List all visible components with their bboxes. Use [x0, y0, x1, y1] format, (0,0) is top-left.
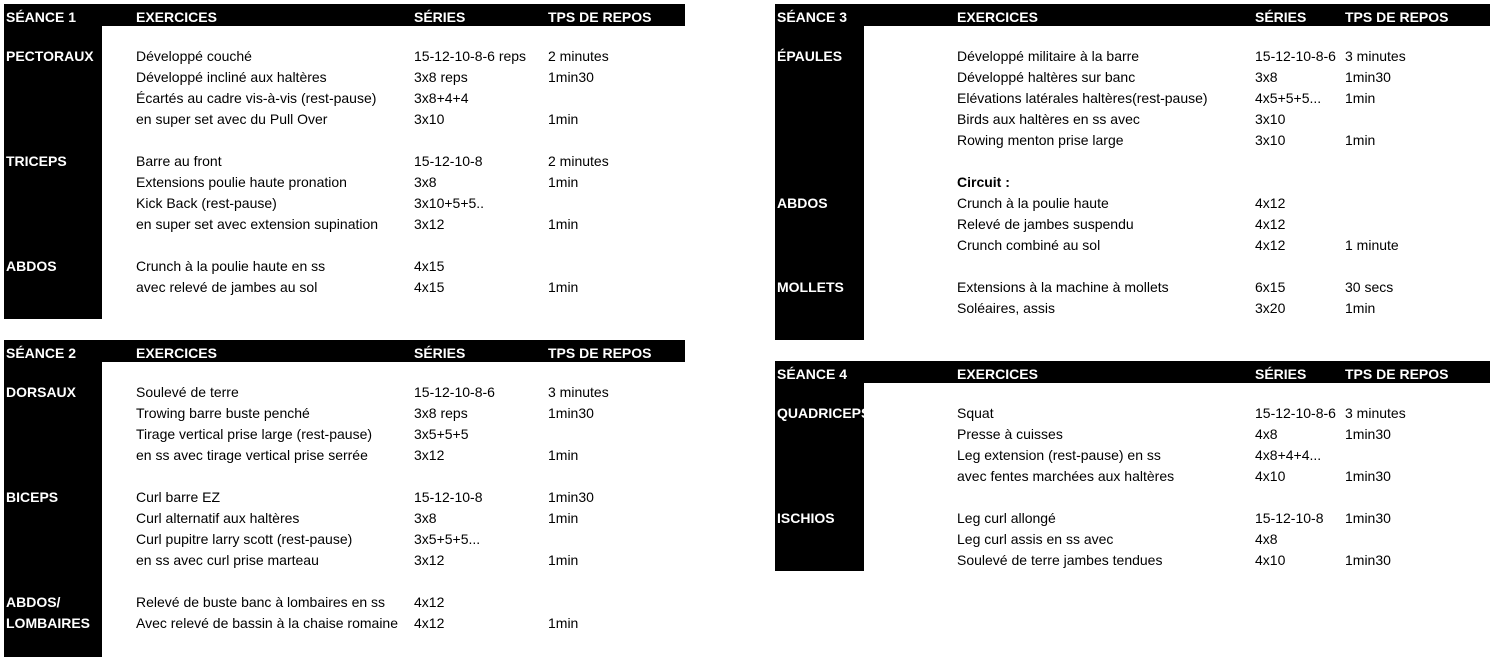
sets-value: 15-12-10-8-6	[1255, 405, 1336, 421]
rest-time: 1min	[548, 174, 579, 190]
rest-time: 3 minutes	[1345, 405, 1406, 421]
exercise-name: Squat	[957, 405, 994, 421]
sets-value: 3x5+5+5	[414, 426, 469, 442]
rest-time: 1min	[1345, 90, 1376, 106]
exercise-name: en super set avec du Pull Over	[136, 111, 328, 127]
exercise-name: Crunch combiné au sol	[957, 237, 1101, 253]
sets-value: 4x8+4+4...	[1255, 447, 1322, 463]
rest-time: 2 minutes	[548, 153, 609, 169]
session-header	[775, 361, 1490, 383]
exercise-name: Elévations latérales haltères(rest-pause)	[957, 90, 1208, 106]
rest-time: 1min	[548, 216, 579, 232]
exercise-name: Avec relevé de bassin à la chaise romaine	[136, 615, 399, 631]
muscle-group-label: TRICEPS	[6, 153, 67, 169]
exercise-name: Curl barre EZ	[136, 489, 221, 505]
sets-value: 4x15	[414, 279, 445, 295]
rest-time: 30 secs	[1345, 279, 1394, 295]
rest-time: 1min30	[1345, 510, 1391, 526]
rest-time: 1min	[1345, 132, 1376, 148]
header-exercises: EXERCICES	[957, 9, 1038, 25]
rest-time: 1min	[1345, 300, 1376, 316]
exercise-name: Relevé de jambes suspendu	[957, 216, 1134, 232]
muscle-group-label: MOLLETS	[777, 279, 844, 295]
exercise-name: avec relevé de jambes au sol	[136, 279, 318, 295]
rest-time: 1min30	[1345, 552, 1391, 568]
muscle-group-label: ABDOS	[777, 195, 828, 211]
exercise-name: Curl alternatif aux haltères	[136, 510, 300, 526]
sets-value: 15-12-10-8-6	[414, 384, 495, 400]
exercise-name: Soléaires, assis	[957, 300, 1056, 316]
exercise-name: Curl pupitre larry scott (rest-pause)	[136, 531, 353, 547]
rest-time: 3 minutes	[1345, 48, 1406, 64]
sets-value: 3x8	[414, 510, 437, 526]
exercise-name: Développé incliné aux haltères	[136, 69, 327, 85]
muscle-group-label: DORSAUX	[6, 384, 77, 400]
exercise-name: Circuit :	[957, 174, 1010, 190]
sets-value: 3x12	[414, 447, 445, 463]
rest-time: 1min30	[548, 489, 594, 505]
sets-value: 4x8	[1255, 531, 1278, 547]
sets-value: 4x8	[1255, 426, 1278, 442]
rest-time: 1min	[548, 111, 579, 127]
exercise-name: Crunch à la poulie haute en ss	[136, 258, 326, 274]
sets-value: 4x5+5+5...	[1255, 90, 1322, 106]
muscle-group-label: PECTORAUX	[6, 48, 94, 64]
session-header	[4, 340, 685, 362]
sets-value: 3x10	[414, 111, 445, 127]
rest-time: 1min30	[548, 405, 594, 421]
session-title: SÉANCE 2	[6, 345, 77, 361]
sets-value: 3x8	[1255, 69, 1278, 85]
sets-value: 15-12-10-8-6 reps	[414, 48, 527, 64]
exercise-name: Barre au front	[136, 153, 222, 169]
sets-value: 3x8+4+4	[414, 90, 469, 106]
sets-value: 3x10	[1255, 111, 1286, 127]
exercise-name: Leg curl allongé	[957, 510, 1056, 526]
rest-time: 2 minutes	[548, 48, 609, 64]
rest-time: 1min30	[548, 69, 594, 85]
exercise-name: Presse à cuisses	[957, 426, 1063, 442]
exercise-name: Tirage vertical prise large (rest-pause)	[136, 426, 373, 442]
rest-time: 1min30	[1345, 426, 1391, 442]
exercise-name: Trowing barre buste penché	[136, 405, 310, 421]
sets-value: 3x8 reps	[414, 405, 468, 421]
session-header	[775, 4, 1490, 26]
rest-time: 1min	[548, 447, 579, 463]
header-sets: SÉRIES	[1255, 9, 1307, 25]
header-rest: TPS DE REPOS	[548, 345, 652, 361]
muscle-group-label: ABDOS/	[6, 594, 61, 610]
sets-value: 3x12	[414, 552, 445, 568]
exercise-name: Leg extension (rest-pause) en ss	[957, 447, 1161, 463]
muscle-group-label: ÉPAULES	[777, 48, 843, 64]
sets-value: 6x15	[1255, 279, 1286, 295]
sets-value: 3x10	[1255, 132, 1286, 148]
exercise-name: Développé militaire à la barre	[957, 48, 1140, 64]
muscle-group-label: BICEPS	[6, 489, 59, 505]
session-title: SÉANCE 4	[777, 366, 848, 382]
exercise-name: Écartés au cadre vis-à-vis (rest-pause)	[136, 90, 377, 106]
header-sets: SÉRIES	[414, 345, 466, 361]
muscle-group-label: QUADRICEPS	[777, 405, 871, 421]
exercise-name: en ss avec curl prise marteau	[136, 552, 319, 568]
header-exercises: EXERCICES	[957, 366, 1038, 382]
sets-value: 15-12-10-8-6	[1255, 48, 1336, 64]
exercise-name: avec fentes marchées aux haltères	[957, 468, 1175, 484]
exercise-name: Leg curl assis en ss avec	[957, 531, 1114, 547]
header-exercises: EXERCICES	[136, 345, 217, 361]
sets-value: 3x20	[1255, 300, 1286, 316]
sets-value: 15-12-10-8	[414, 153, 483, 169]
sets-value: 4x12	[1255, 216, 1286, 232]
sets-value: 4x10	[1255, 468, 1286, 484]
exercise-name: Soulevé de terre	[136, 384, 239, 400]
exercise-name: en super set avec extension supination	[136, 216, 379, 232]
exercise-name: en ss avec tirage vertical prise serrée	[136, 447, 368, 463]
exercise-name: Crunch à la poulie haute	[957, 195, 1109, 211]
rest-time: 1min	[548, 279, 579, 295]
rest-time: 1min	[548, 552, 579, 568]
rest-time: 1min	[548, 510, 579, 526]
header-rest: TPS DE REPOS	[1345, 9, 1449, 25]
exercise-name: Développé haltères sur banc	[957, 69, 1136, 85]
sets-value: 4x12	[414, 594, 445, 610]
header-sets: SÉRIES	[1255, 366, 1307, 382]
sets-value: 3x5+5+5...	[414, 531, 481, 547]
rest-time: 1min30	[1345, 69, 1391, 85]
sets-value: 15-12-10-8	[1255, 510, 1324, 526]
header-rest: TPS DE REPOS	[1345, 366, 1449, 382]
header-sets: SÉRIES	[414, 9, 466, 25]
sets-value: 3x12	[414, 216, 445, 232]
sets-value: 3x8	[414, 174, 437, 190]
exercise-name: Extensions poulie haute pronation	[136, 174, 347, 190]
session-title: SÉANCE 3	[777, 9, 848, 25]
rest-time: 1min	[548, 615, 579, 631]
muscle-group-label: ABDOS	[6, 258, 57, 274]
sets-value: 3x10+5+5..	[414, 195, 485, 211]
header-rest: TPS DE REPOS	[548, 9, 652, 25]
exercise-name: Soulevé de terre jambes tendues	[957, 552, 1163, 568]
exercise-name: Birds aux haltères en ss avec	[957, 111, 1140, 127]
exercise-name: Kick Back (rest-pause)	[136, 195, 277, 211]
muscle-group-label: ISCHIOS	[777, 510, 835, 526]
muscle-group-label: LOMBAIRES	[6, 615, 90, 631]
session-header	[4, 4, 685, 26]
exercise-name: Rowing menton prise large	[957, 132, 1124, 148]
sets-value: 4x12	[414, 615, 445, 631]
rest-time: 1 minute	[1345, 237, 1399, 253]
session-title: SÉANCE 1	[6, 9, 77, 25]
exercise-name: Relevé de buste banc à lombaires en ss	[136, 594, 386, 610]
sets-value: 4x10	[1255, 552, 1286, 568]
exercise-name: Extensions à la machine à mollets	[957, 279, 1169, 295]
exercise-name: Développé couché	[136, 48, 252, 64]
sets-value: 3x8 reps	[414, 69, 468, 85]
sets-value: 4x15	[414, 258, 445, 274]
rest-time: 1min30	[1345, 468, 1391, 484]
rest-time: 3 minutes	[548, 384, 609, 400]
sets-value: 4x12	[1255, 195, 1286, 211]
sets-value: 4x12	[1255, 237, 1286, 253]
header-exercises: EXERCICES	[136, 9, 217, 25]
sets-value: 15-12-10-8	[414, 489, 483, 505]
